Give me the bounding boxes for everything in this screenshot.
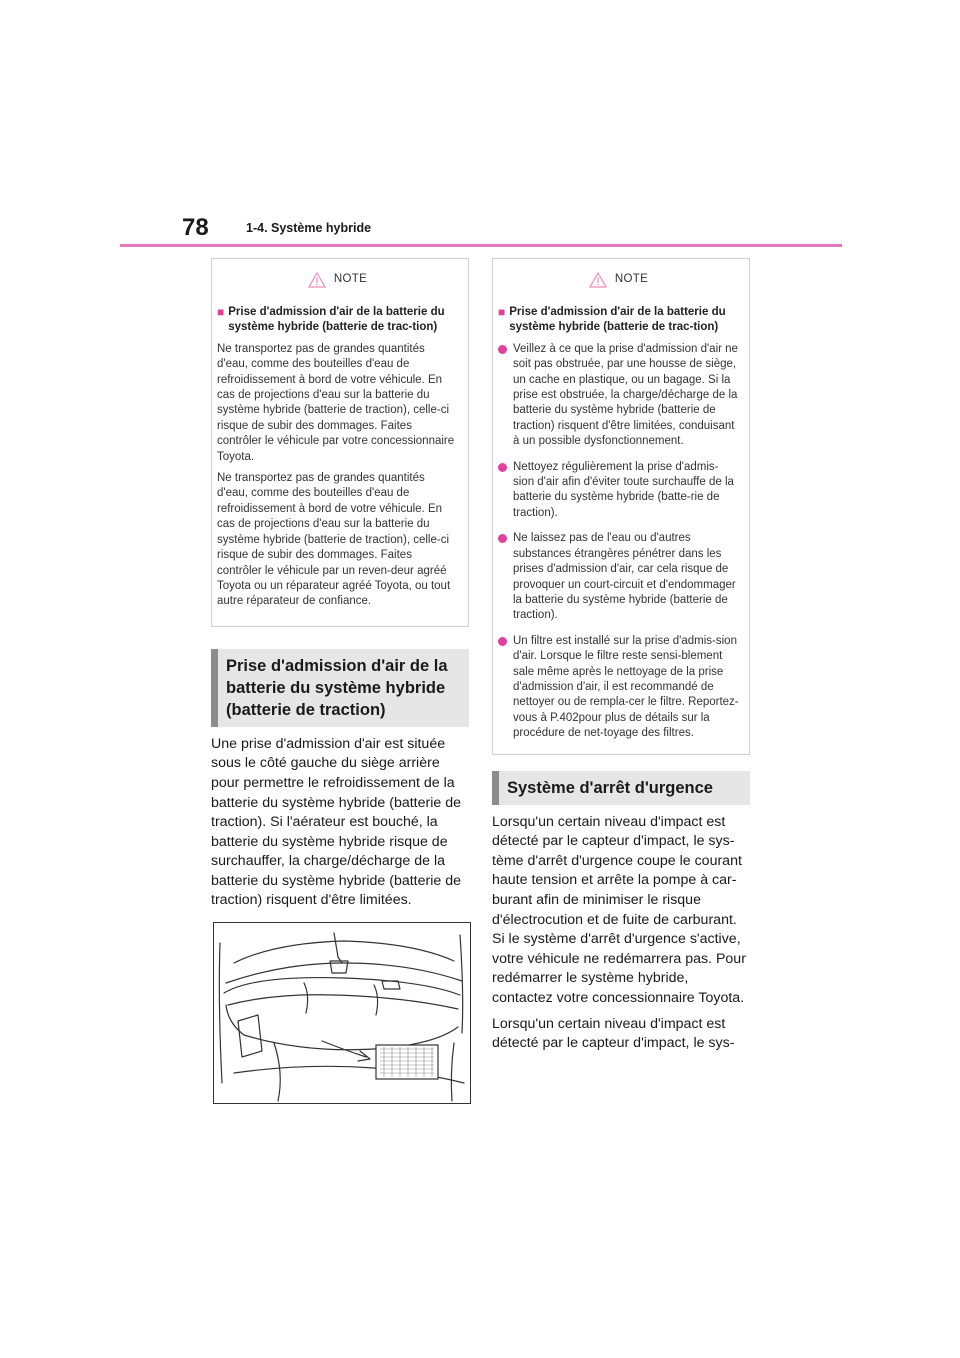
warning-triangle-icon bbox=[589, 272, 607, 288]
note-bullet-text: Ne laissez pas de l'eau ou d'autres substances étrangères pénétrer dans les prises d'admission d'air, car cela risque de provoquer un court-circuit et d'endommager la batterie du système hybride (batterie de traction). bbox=[513, 532, 736, 622]
note-subtitle-text: Prise d'admission d'air de la batterie du système hybride (batterie de trac-tion) bbox=[509, 306, 726, 334]
section-body-air-intake bbox=[211, 735, 469, 911]
air-intake-grille bbox=[376, 1045, 438, 1079]
note-bullet-text: Veillez à ce que la prise d'admission d'air ne soit pas obstruée, par une housse de siège, un cache en plastique, ou un bagage. Si la prise est obstruée, la charge/décharge de la batterie du système hybride (batterie de traction) risquent d'être limitées, conduisant à un possible dysfonctionnement. bbox=[513, 342, 738, 448]
square-bullet-icon: ■ bbox=[498, 305, 506, 319]
note-bullet-item bbox=[498, 634, 739, 742]
note-bullet-item bbox=[498, 531, 739, 623]
left-column bbox=[211, 258, 469, 917]
warning-triangle-icon bbox=[308, 272, 326, 288]
note-header bbox=[217, 269, 458, 291]
note-subtitle bbox=[217, 305, 458, 336]
rear-seat-illustration bbox=[213, 922, 471, 1104]
note-bullet-item bbox=[498, 460, 739, 522]
note-bullet-text: Nettoyez régulièrement la prise d'admis-sion d'air afin d'éviter toute surchauffe de la batterie du système hybride (batte-rie de traction). bbox=[513, 460, 734, 519]
section-heading-emergency-stop: Système d'arrêt d'urgence bbox=[492, 771, 750, 805]
dot-bullet-icon bbox=[498, 345, 507, 354]
note-bullet-text: Un filtre est installé sur la prise d'admis-sion d'air. Lorsque le filtre reste sensi-blement sale même après le nettoyage de la prise d'admission d'air, il est recommandé de nettoyer ou de rempla-cer le filtre. Reportez-vous à P.402pour plus de détails sur la procédure de net-toyage des filtres. bbox=[513, 634, 739, 740]
section-title: 1-4. Système hybride bbox=[246, 221, 372, 235]
note-paragraph: Ne transportez pas de grandes quantités d'eau, comme des bouteilles d'eau de refroidissement à bord de votre véhicule. En cas de projections d'eau sur la batterie du système hybride (batterie de traction), celle-ci risque de subir des dommages. Faites contrôler le véhicule par un reven-deur agréé Toyota ou un réparateur agréé Toyota, ou tout autre réparateur de confiance. bbox=[217, 472, 451, 608]
note-box-right bbox=[492, 258, 750, 755]
note-subtitle bbox=[498, 305, 739, 336]
section-heading-air-intake: Prise d'admission d'air de la batterie du système hybride (batterie de traction) bbox=[211, 649, 469, 727]
note-label: NOTE bbox=[333, 273, 368, 286]
note-subtitle-text: Prise d'admission d'air de la batterie du système hybride (batterie de trac-tion) bbox=[228, 306, 445, 334]
note-header bbox=[498, 269, 739, 291]
note-bullet-item bbox=[498, 342, 739, 450]
section-body-emergency-stop bbox=[492, 813, 750, 1054]
body-paragraph: Lorsqu'un certain niveau d'impact est détecté par le capteur d'impact, le sys-tème d'arrêt d'urgence coupe le courant haute tension et arrête la pompe à car-burant afin de minimiser le risque d'électrocution et de fuite de carburant. Si le système d'arrêt d'urgence s'active, votre véhicule ne redémarrera pas. Pour redémarrer le système hybride, contactez votre concessionnaire Toyota. bbox=[492, 813, 746, 1006]
body-paragraph: Une prise d'admission d'air est située sous le côté gauche du siège arrière pour permettre le refroidissement de la batterie du système hybride (batterie de traction). Si l'aérateur est bouché, la batterie du système hybride risque de surchauffer, la charge/décharge de la batterie du système hybride (batterie de traction) risquent d'être limitées. bbox=[211, 735, 461, 909]
note-box-left bbox=[211, 258, 469, 627]
dot-bullet-icon bbox=[498, 463, 507, 472]
header-divider bbox=[120, 244, 842, 247]
dot-bullet-icon bbox=[498, 637, 507, 646]
dot-bullet-icon bbox=[498, 534, 507, 543]
page-number: 78 bbox=[182, 214, 209, 241]
square-bullet-icon: ■ bbox=[217, 305, 225, 319]
note-label: NOTE bbox=[614, 273, 649, 286]
right-column bbox=[492, 258, 750, 1060]
note-paragraph: Ne transportez pas de grandes quantités d'eau, comme des bouteilles d'eau de refroidissement à bord de votre véhicule. En cas de projections d'eau sur la batterie du système hybride (batterie de traction), celle-ci risque de subir des dommages. Faites contrôler le véhicule par votre concessionnaire Toyota. bbox=[217, 342, 455, 463]
rear-seat-drawing bbox=[214, 923, 470, 1103]
body-paragraph: Lorsqu'un certain niveau d'impact est détecté par le capteur d'impact, le sys- bbox=[492, 1015, 735, 1052]
